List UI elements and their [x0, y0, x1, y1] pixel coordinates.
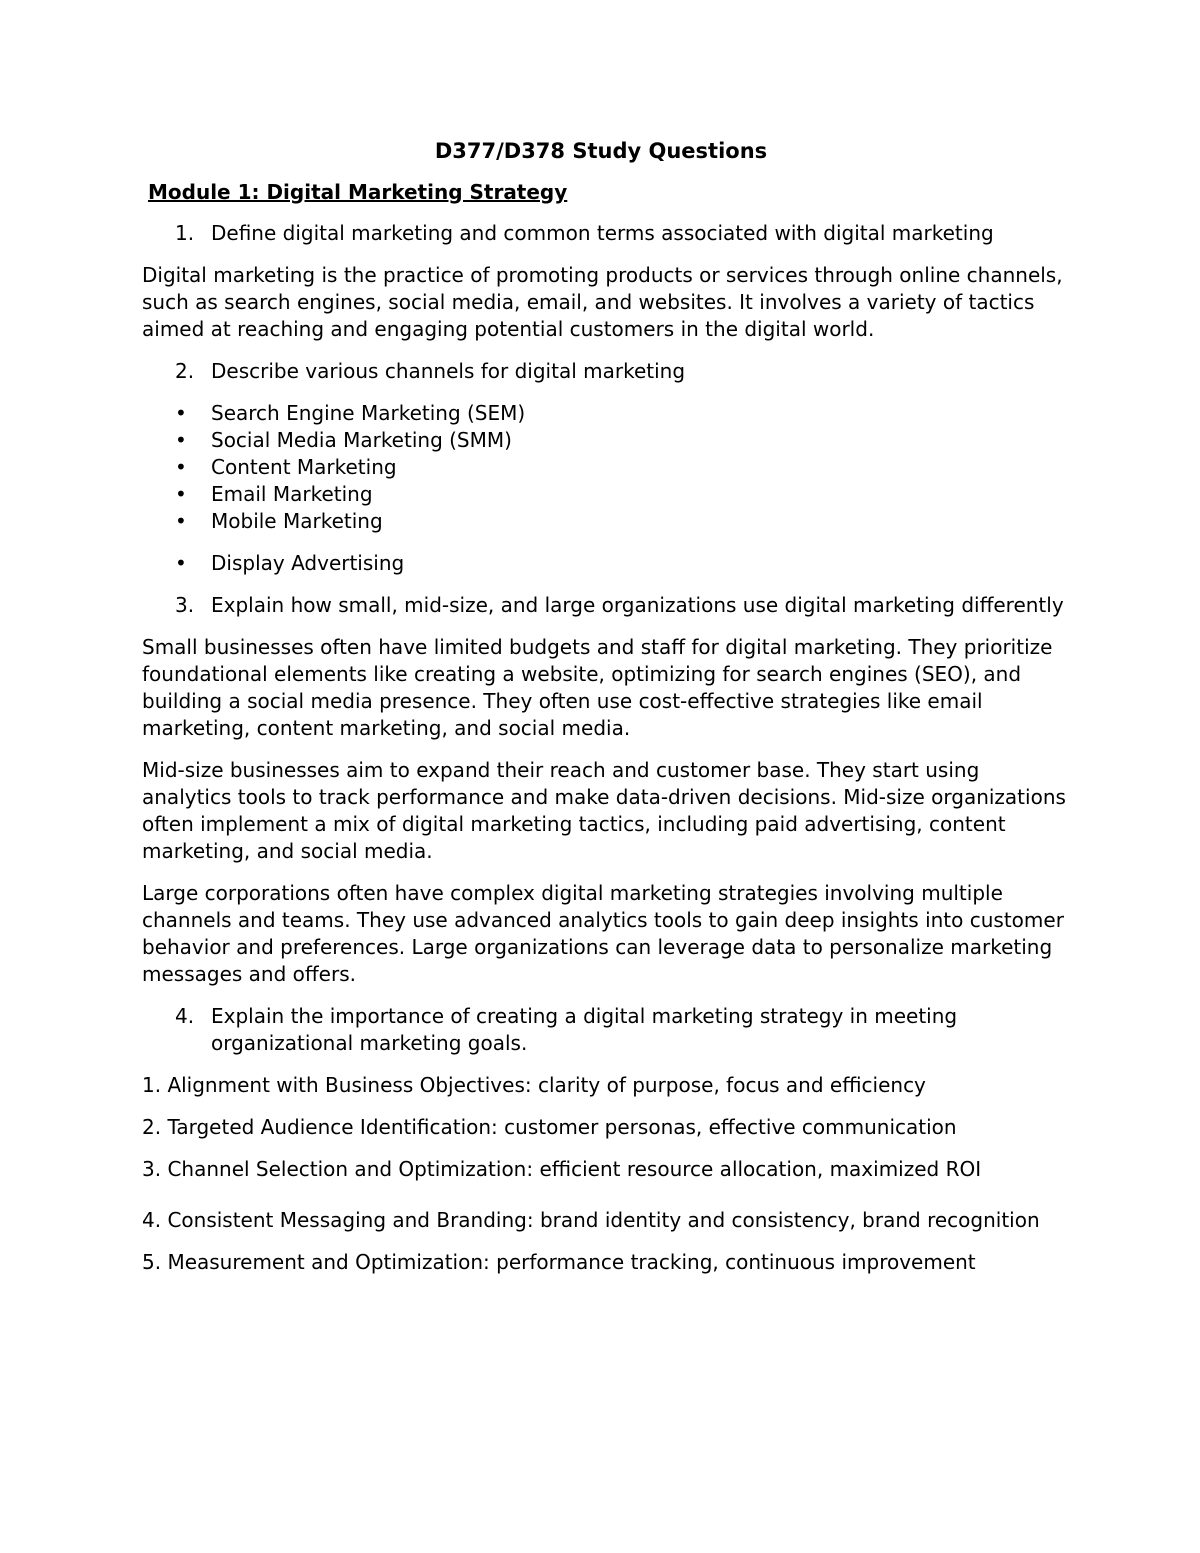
question-4-number: 4. — [175, 1004, 195, 1028]
channel-item-text: Mobile Marketing — [211, 509, 383, 533]
question-2 — [142, 358, 1072, 385]
answer-3-mid-paragraph: Mid-size businesses aim to expand their reach and customer base. They start using analytics tools to track performance and make data-driven decisions. Mid-size organizations often implement a mix of digital marketing tactics, including paid advertising, content marketing, and social media. — [142, 758, 1066, 863]
goal-item: 4. Consistent Messaging and Branding: brand identity and consistency, brand recognition — [142, 1208, 1040, 1232]
question-4 — [142, 1003, 1072, 1057]
question-1-number: 1. — [175, 221, 195, 245]
question-1-text: Define digital marketing and common terms associated with digital marketing — [211, 221, 994, 245]
list-item — [142, 427, 1072, 454]
bullet-icon: • — [175, 428, 187, 452]
bullet-icon: • — [175, 455, 187, 479]
list-item — [142, 508, 1072, 535]
answer-3-large-paragraph: Large corporations often have complex digital marketing strategies involving multiple channels and teams. They use advanced analytics tools to gain deep insights into customer behavior and preferences. Large organizations can leverage data to personalize marketing messages and offers. — [142, 881, 1064, 986]
goal-item: 2. Targeted Audience Identification: customer personas, effective communication — [142, 1115, 957, 1139]
list-item — [142, 454, 1072, 481]
question-4-text: Explain the importance of creating a digital marketing strategy in meeting organizational marketing goals. — [211, 1004, 958, 1055]
channel-item-text: Social Media Marketing (SMM) — [211, 428, 512, 452]
bullet-icon: • — [175, 482, 187, 506]
bullet-icon: • — [175, 551, 187, 575]
question-1 — [142, 220, 1072, 247]
question-2-number: 2. — [175, 359, 195, 383]
module-heading: Module 1: Digital Marketing Strategy — [148, 180, 568, 204]
bullet-icon: • — [175, 401, 187, 425]
channel-item-text: Search Engine Marketing (SEM) — [211, 401, 526, 425]
document-page — [142, 138, 1072, 1291]
list-item — [142, 400, 1072, 427]
goal-item: 5. Measurement and Optimization: performance tracking, continuous improvement — [142, 1250, 976, 1274]
bullet-icon: • — [175, 509, 187, 533]
list-item — [142, 550, 1072, 577]
channel-item-text: Display Advertising — [211, 551, 405, 575]
channel-item-text: Content Marketing — [211, 455, 397, 479]
answer-1-paragraph: Digital marketing is the practice of promoting products or services through online channels, such as search engines, social media, email, and websites. It involves a variety of tactics aimed at reaching and engaging potential customers in the digital world. — [142, 263, 1063, 341]
channel-list-extra — [142, 550, 1072, 577]
question-3 — [142, 592, 1072, 619]
goal-item: 1. Alignment with Business Objectives: clarity of purpose, focus and efficiency — [142, 1073, 926, 1097]
question-3-text: Explain how small, mid-size, and large organizations use digital marketing differently — [211, 593, 1064, 617]
channel-item-text: Email Marketing — [211, 482, 373, 506]
list-item — [142, 481, 1072, 508]
answer-3-small-paragraph: Small businesses often have limited budgets and staff for digital marketing. They prioritize foundational elements like creating a website, optimizing for search engines (SEO), and building a social media presence. They often use cost-effective strategies like email marketing, content marketing, and social media. — [142, 635, 1053, 740]
document-title: D377/D378 Study Questions — [434, 139, 768, 163]
question-2-text: Describe various channels for digital marketing — [211, 359, 686, 383]
channel-list — [142, 400, 1072, 535]
goal-item: 3. Channel Selection and Optimization: efficient resource allocation, maximized ROI — [142, 1157, 982, 1181]
question-3-number: 3. — [175, 593, 195, 617]
